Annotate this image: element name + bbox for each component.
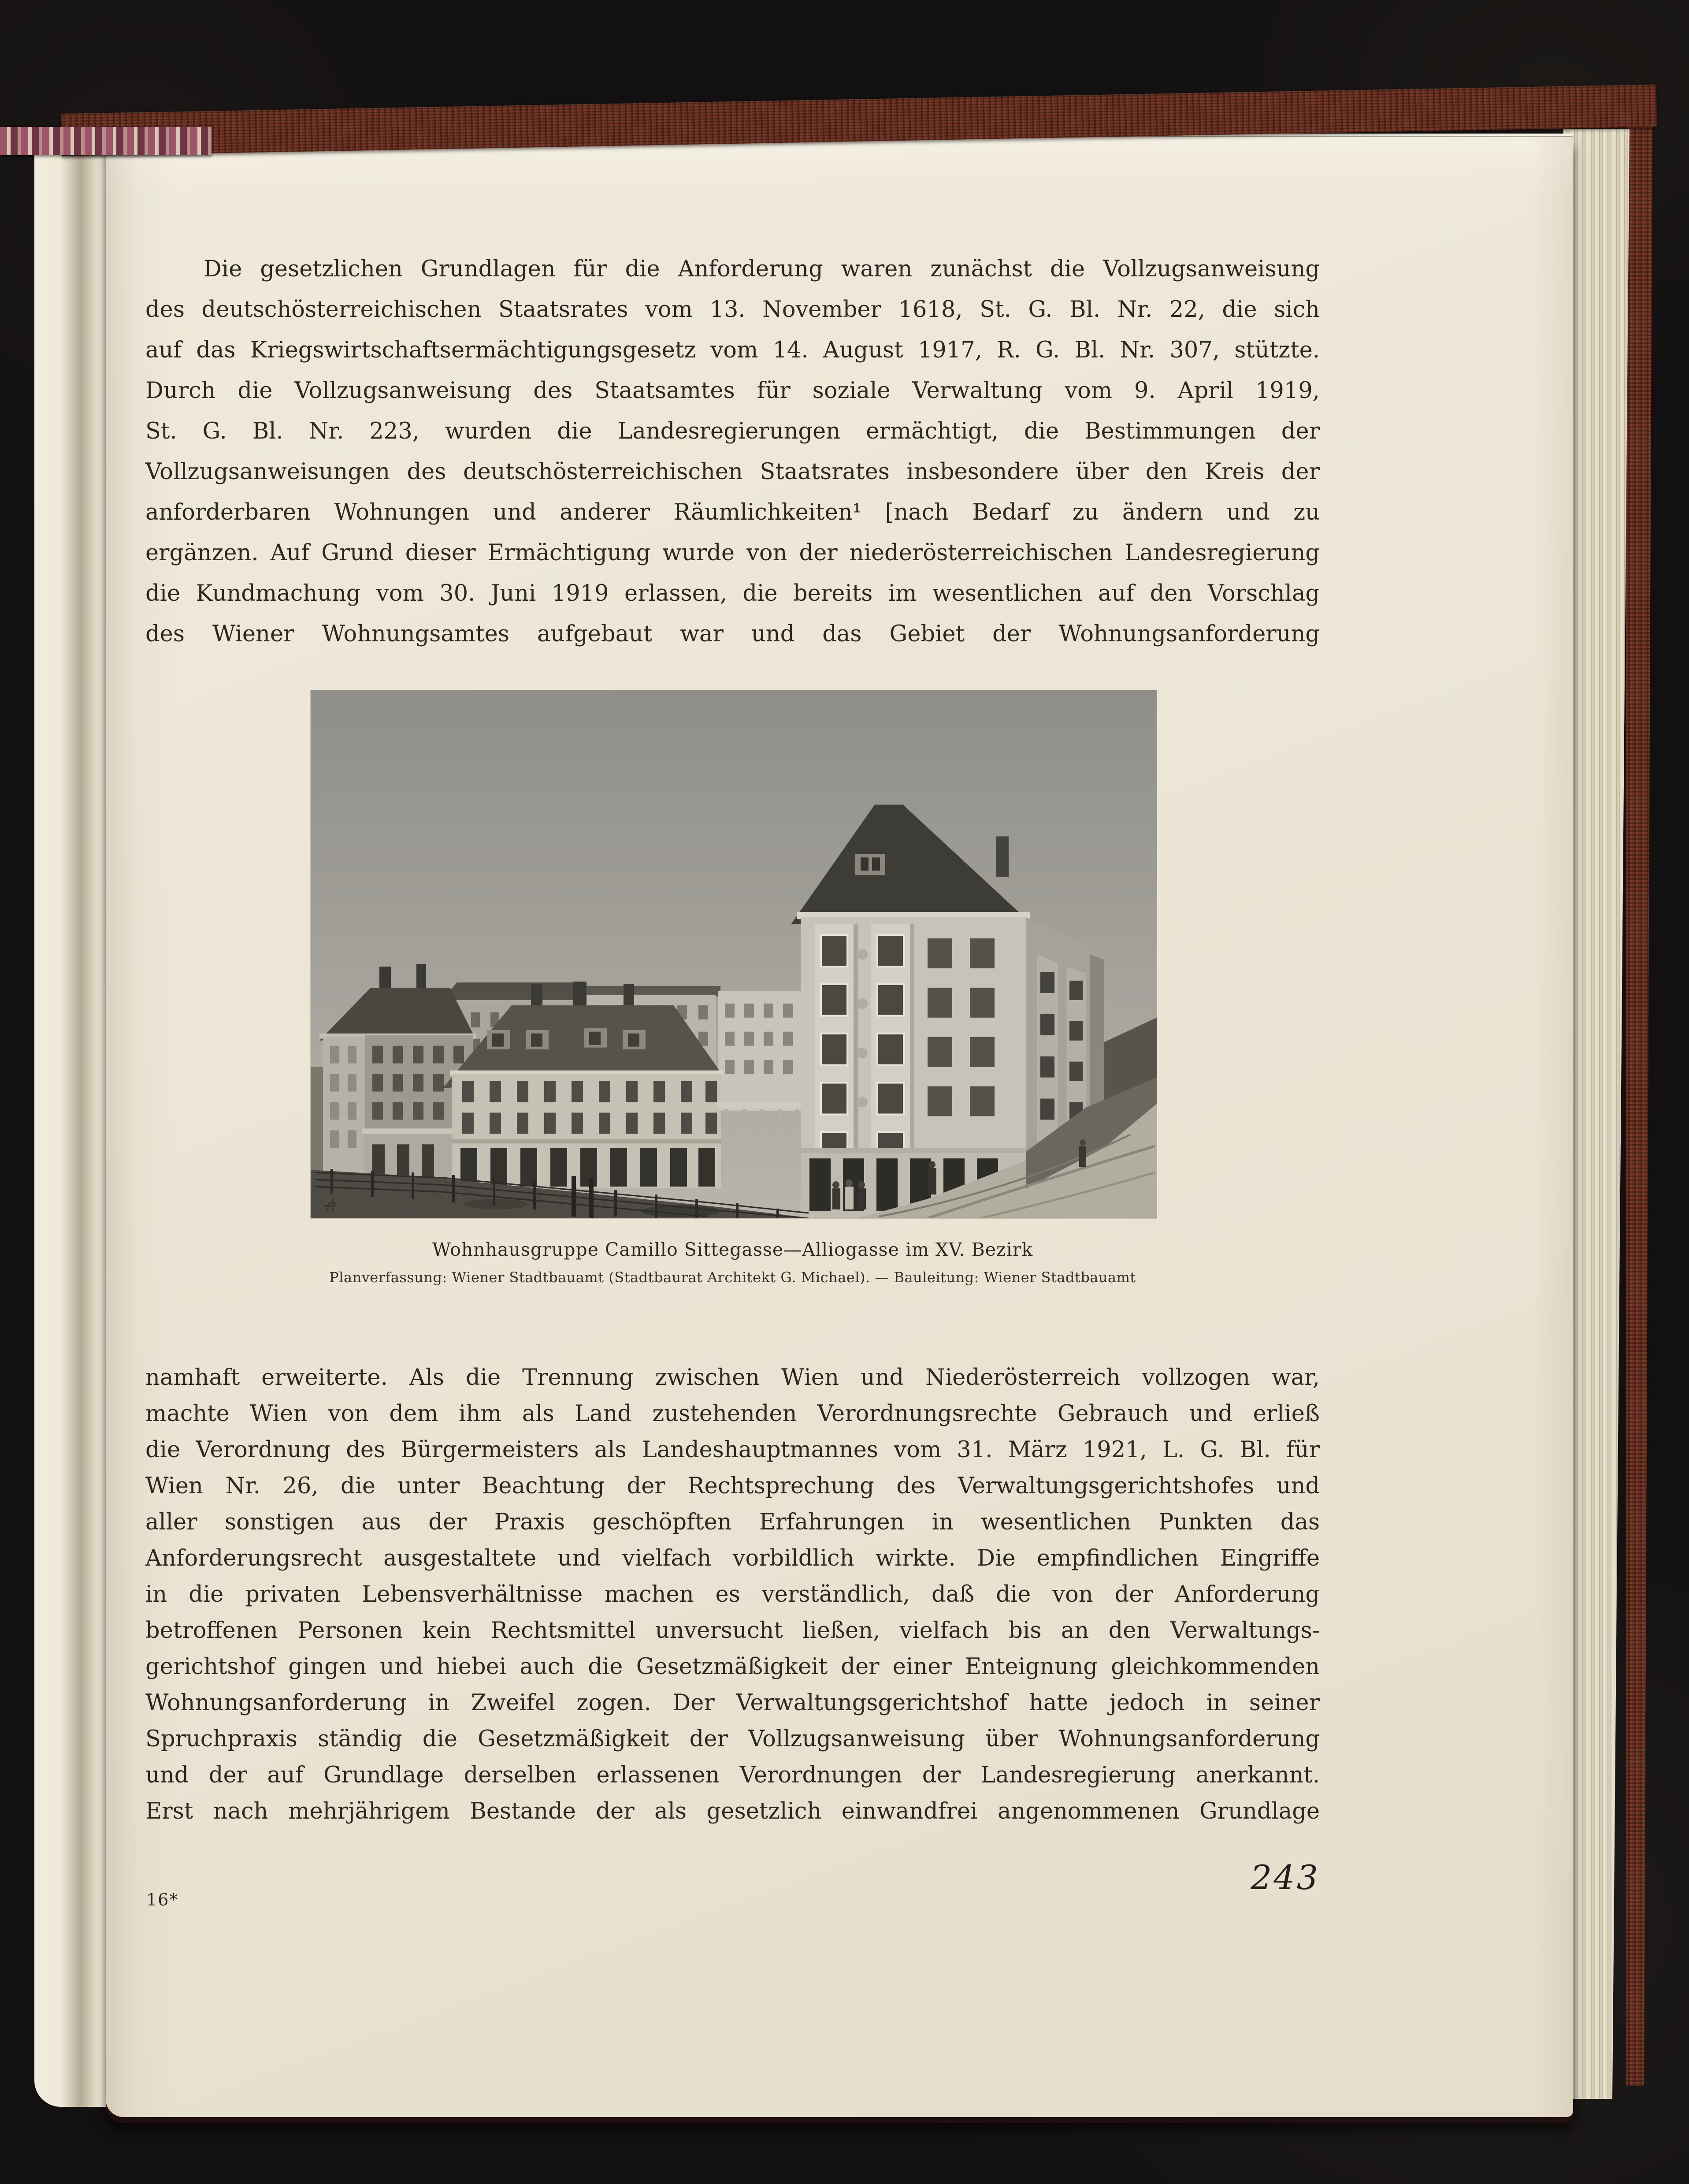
text-line: St. G. Bl. Nr. 223, wurden die Landesregierungen ermächtigt, die Bestimmungen der <box>145 418 1320 444</box>
text-line: Anforderungsrecht ausgestaltete und vielfach vorbildlich wirkte. Die empfindlichen Eingriffe <box>145 1545 1320 1571</box>
text-line: und der auf Grundlage derselben erlassenen Verordnungen der Landesregierung anerkannt. <box>145 1762 1320 1788</box>
text-line: die Kundmachung vom 30. Juni 1919 erlassen, die bereits im wesentlichen auf den Vorschlag <box>145 580 1320 606</box>
paragraph-1 <box>145 249 1320 655</box>
text-line: gerichtshof gingen und hiebei auch die Gesetzmäßigkeit der einer Enteignung gleichkommenden <box>145 1654 1320 1680</box>
book-page <box>106 134 1573 2117</box>
page-number: 243 <box>1250 1858 1320 1897</box>
text-line: Vollzugsanweisungen des deutschösterreichischen Staatsrates insbesondere über den Kreis der <box>145 459 1320 485</box>
page-stack-fore-edge <box>1563 129 1630 2099</box>
book-headband <box>0 127 212 155</box>
photo-illustration <box>311 690 1157 1218</box>
text-line: Wien Nr. 26, die unter Beachtung der Rechtsprechung des Verwaltungsgerichtshofes und <box>145 1473 1320 1499</box>
building-group-photo <box>311 690 1157 1218</box>
text-line: namhaft erweiterte. Als die Trennung zwischen Wien und Niederösterreich vollzogen war, <box>145 1365 1320 1391</box>
text-line: Spruchpraxis ständig die Gesetzmäßigkeit der Vollzugsanweisung über Wohnungsanforderung <box>145 1726 1320 1752</box>
text-line: Erst nach mehrjährigem Bestande der als gesetzlich einwandfrei angenommenen Grundlage <box>145 1798 1320 1824</box>
signature-mark: 16* <box>146 1890 179 1909</box>
book-cover-cloth-right-edge <box>1626 93 1652 2086</box>
text-line: machte Wien von dem ihm als Land zustehenden Verordnungsrechte Gebrauch und erließ <box>145 1401 1320 1427</box>
text-line: in die privaten Lebensverhältnisse machen es verständlich, daß die von der Anforderung <box>145 1581 1320 1607</box>
text-line: ergänzen. Auf Grund dieser Ermächtigung wurde von der niederösterreichischen Landesregierung <box>145 540 1320 566</box>
text-line: die Verordnung des Bürgermeisters als Landeshauptmannes vom 31. März 1921, L. G. Bl. für <box>145 1437 1320 1463</box>
photo-caption-credit: Planverfassung: Wiener Stadtbauamt (Stadtbaurat Architekt G. Michael). — Bauleitung: Wiener Stadtbauamt <box>329 1269 1136 1286</box>
text-line: anforderbaren Wohnungen und anderer Räumlichkeiten¹ [nach Bedarf zu ändern und zu <box>145 499 1320 525</box>
text-line: des Wiener Wohnungsamtes aufgebaut war und das Gebiet der Wohnungsanforderung <box>145 621 1320 647</box>
text-line: Die gesetzlichen Grundlagen für die Anforderung waren zunächst die Vollzugsanweisung <box>204 256 1320 282</box>
text-line: Durch die Vollzugsanweisung des Staatsamtes für soziale Verwaltung vom 9. April 1919, <box>145 378 1320 404</box>
photo-caption-title: Wohnhausgruppe Camillo Sittegasse—Alliogasse im XV. Bezirk <box>432 1239 1033 1260</box>
paragraph-2 <box>145 1360 1320 1830</box>
text-line: Wohnungsanforderung in Zweifel zogen. Der Verwaltungsgerichtshof hatte jedoch in seiner <box>145 1690 1320 1716</box>
text-line: betroffenen Personen kein Rechtsmittel unversucht ließen, vielfach bis an den Verwaltungs- <box>145 1618 1320 1644</box>
text-line: des deutschösterreichischen Staatsrates vom 13. November 1618, St. G. Bl. Nr. 22, die sich <box>145 297 1320 323</box>
text-line: aller sonstigen aus der Praxis geschöpften Erfahrungen in wesentlichen Punkten das <box>145 1509 1320 1535</box>
text-line: auf das Kriegswirtschaftsermächtigungsgesetz vom 14. August 1917, R. G. Bl. Nr. 307, stützte. <box>145 337 1320 363</box>
